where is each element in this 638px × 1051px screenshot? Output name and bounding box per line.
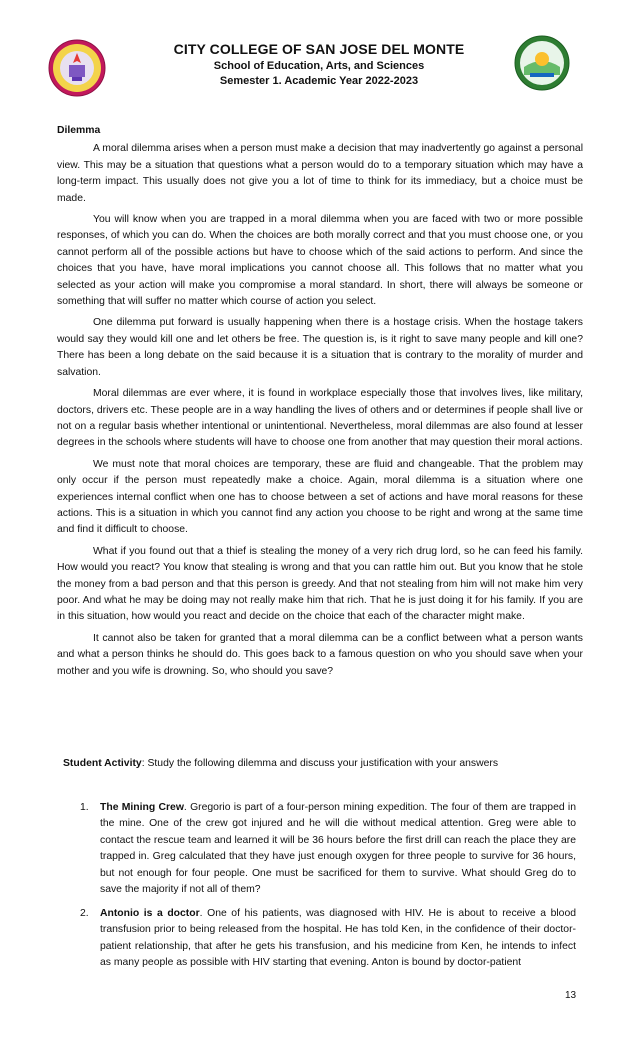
student-activity-instruction — [63, 757, 583, 771]
item-number: 2. — [80, 908, 89, 919]
item-title: The Mining Crew — [100, 802, 184, 813]
paragraph: It cannot also be taken for granted that a moral dilemma can be a conflict between what a person wants and what a person thinks he should do. This goes back to a famous question on who you should save when your mother and you wife is drowning. So, who should you save? — [57, 632, 583, 677]
list-item — [80, 906, 577, 972]
paragraph: One dilemma put forward is usually happening when there is a hostage crisis. When the hostage takers would say they would kill one and let others be free. The question is, is it right to save many people and kill one? There has been a long debate on the said because it is a situation that is contrary to the morality of murder and salvation. — [57, 317, 583, 378]
school-name: School of Education, Arts, and Sciences — [213, 60, 425, 72]
paragraph: You will know when you are trapped in a moral dilemma when you are faced with two or more possible responses, of which you can do. When the choices are both morally correct and that you must choose one, or you cannot perform all of the possible actions but have to choose which of the said actions to perform. And since the choices that you have, have moral implications you cannot choose all. This follows that no matter what you selected as your action will make you compromise a moral standard. In short, there will always be someone or something that will suffer no matter which course of action you select. — [57, 214, 583, 308]
paragraph: We must note that moral choices are temporary, these are fluid and changeable. That the problem may only occur if the person must repeatedly make a choice. Again, moral dilemma is a situation where one experiences internal conflict when one has to choose between a set of actions and have moral reasons for these actions. This is a situation in which you cannot find any action you choose to be right and wrong at the same time and find it difficult to choose. — [57, 458, 583, 536]
paragraph: Moral dilemmas are ever where, it is found in workplace especially those that involves lives, like military, doctors, drivers etc. These people are in a way handling the lives of others and or determines if people shall live or not on a regular basis whether intentional or unintentional. Nevertheless, moral dilemmas are also found at lesser degrees in the schools where students will have to choose one from another that may question their moral actions. — [57, 388, 583, 449]
list-item — [80, 800, 576, 898]
dilemma-section — [57, 123, 583, 685]
paragraph: What if you found out that a thief is stealing the money of a very rich drug lord, so he can feed his family. How would you react? You know that stealing is wrong and that you can rattle him out. But you know that he stole the money from a bad person and that this person is greedy. And that not stealing from him will not make him very poor. And what he may be doing may not really make him that rich. That he is just doing it for his family. If you are in this situation, how would you react and decide on the choice that each of the character might make. — [57, 545, 583, 623]
item-number: 1. — [80, 802, 89, 813]
page-header — [0, 32, 638, 92]
paragraph: A moral dilemma arises when a person must make a decision that may inadvertently go against a personal view. This may be a situation that questions what a person would do to a temporary situation which may have a long-term impact. This usually does not give you a lot of time to think for its immediacy, but a choice must be made. — [57, 143, 583, 204]
item-text: . One of his patients, was diagnosed with HIV. He is about to receive a blood transfusion prior to being released from the hospital. He has told Ken, in the confidence of their doctor-patient relationship, that after he gets his transfusion, and his medicine from Ken, he intends to infect as many people as possible with HIV starting that evening. Anton is bound by doctor-patient — [100, 908, 577, 969]
activity-label: Student Activity — [63, 758, 142, 769]
college-name: CITY COLLEGE OF SAN JOSE DEL MONTE — [173, 41, 465, 57]
city-seal-icon — [514, 35, 570, 91]
activity-text: : Study the following dilemma and discuss your justification with your answers — [141, 758, 499, 769]
semester-line: Semester 1. Academic Year 2022-2023 — [219, 75, 419, 87]
item-title: Antonio is a doctor — [100, 908, 200, 919]
section-heading: Dilemma — [57, 125, 101, 136]
item-text: . Gregorio is part of a four-person mining expedition. The four of them are trapped in the mine. One of the crew got injured and he will die without medical attention. Greg were able to contact the rescue team and learned it will be 36 hours before the first drill can reach the place they are trapped in. Greg calculated that they have just enough oxygen for three people to survive for 36 hours, but not enough for four people. One must be sacrificed for them to survive. What should Greg do to save the majority if not all of them? — [100, 802, 576, 896]
page-number: 13 — [565, 990, 577, 1001]
college-seal-icon — [48, 39, 106, 97]
